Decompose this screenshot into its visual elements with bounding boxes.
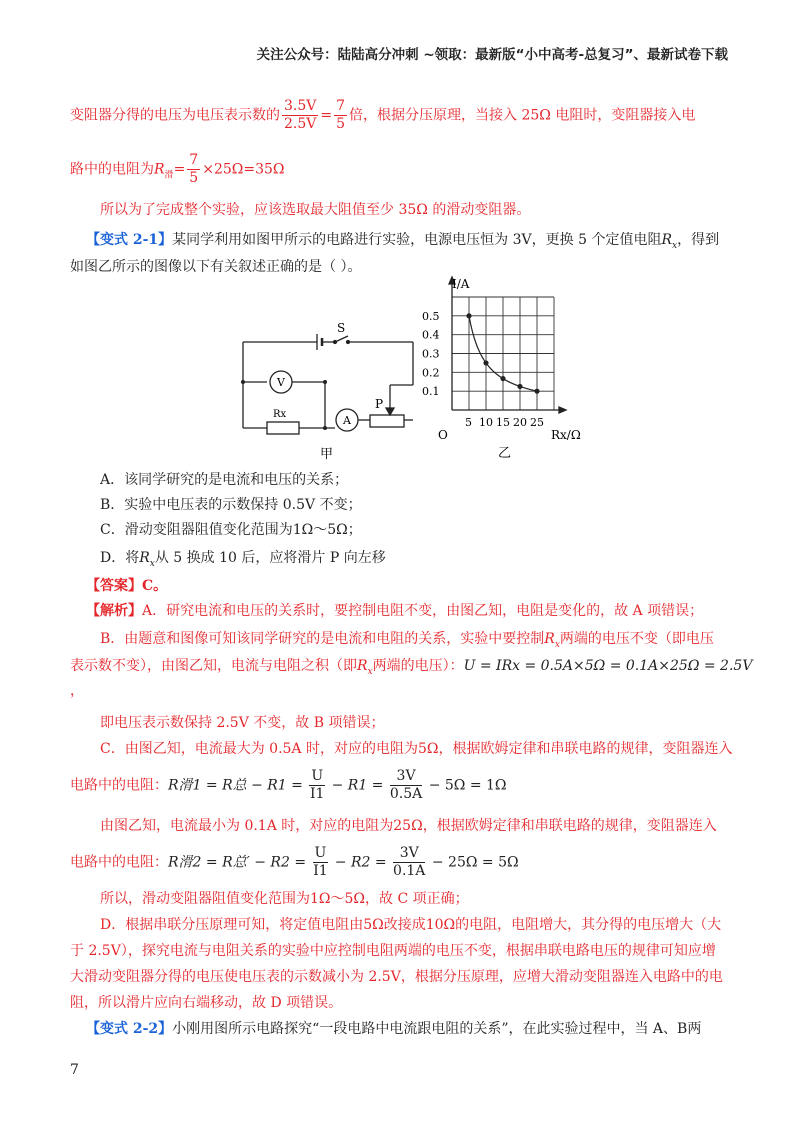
fraction-numerator: 3.5V: [284, 98, 317, 114]
question-2-2: [86, 1018, 730, 1040]
text: 从 5 换成 10 后，应将滑片 P 向左移: [154, 550, 386, 566]
formula: R滑1 = R总 − R1 =: [168, 777, 308, 794]
fraction-denominator: 5: [189, 170, 199, 186]
x-axis-arrow: [559, 407, 566, 413]
data-point: [483, 360, 488, 365]
analysis-b-line2: [70, 655, 753, 683]
resistor-label: Rx: [273, 409, 287, 420]
analysis-c-line3: 由图乙知，电流最小为 0.1A 时，对应的电阻为25Ω，根据欧姆定律和串联电路的规律，变阻器连入: [100, 818, 717, 834]
x-tick-label: 15: [496, 416, 510, 429]
y-axis-label: I/A: [452, 277, 470, 291]
data-point: [500, 376, 505, 381]
analysis-b-line1: [100, 628, 730, 656]
formula: − R1 =: [327, 777, 388, 794]
graph-caption: 乙: [498, 446, 512, 461]
data-point: [466, 313, 471, 318]
data-point: [534, 389, 539, 394]
analysis-d-line2: 于 2.5V），探究电流与电阻关系的实验中应控制电阻两端的电压不变，根据串联电路电压的规律可知应增: [70, 943, 716, 959]
formula: U = IRx = 0.5A×5Ω = 0.1A×25Ω = 2.5V: [463, 658, 753, 674]
analysis-d-line1: D．根据串联分压原理可知，将定值电阻由5Ω改接成10Ω的电阻，电阻增大，其分得的电压增大（大: [100, 917, 722, 933]
fraction-numerator: 3V: [393, 845, 425, 863]
subscript: x: [554, 639, 560, 650]
resistance-symbol: R: [139, 550, 150, 566]
y-tick-label: 0.4: [422, 328, 440, 342]
analysis-c-line1: C．由图乙知，电流最大为 0.5A 时，对应的电阻为5Ω，根据欧姆定律和串联电路的规律，变阻器连入: [100, 741, 733, 757]
page-number: 7: [70, 1062, 79, 1078]
analysis-c-line4: [70, 845, 730, 880]
switch-label: S: [337, 321, 346, 335]
page-header: 关注公众号：陆陆高分冲刺 ~领取：最新版“小中高考-总复习”、最新试卷下载: [256, 47, 728, 63]
text: 两端的电压不变（即电压: [559, 631, 714, 647]
x-tick-label: 25: [530, 416, 544, 429]
voltmeter-label: V: [277, 376, 285, 389]
formula: R滑2 = R总′ − R2 =: [168, 854, 311, 871]
fraction-denominator: I1: [313, 863, 328, 879]
text: D．将: [100, 550, 140, 566]
current-resistance-graph: [420, 275, 600, 465]
resistance-symbol: R: [544, 631, 555, 647]
data-point: [517, 384, 522, 389]
fraction-denominator: I1: [310, 786, 325, 802]
resistance-symbol: R: [357, 658, 368, 674]
x-tick-label: 20: [513, 416, 527, 429]
text: =: [173, 161, 186, 178]
x-tick-label: 10: [479, 416, 493, 429]
fraction-denominator: 0.1A: [393, 863, 426, 879]
text: 路中的电阻为: [70, 161, 154, 178]
x-axis-label: Rx/Ω: [551, 428, 581, 442]
option-b: B．实验中电压表的示数保持 0.5V 不变；: [100, 497, 362, 513]
option-d: [100, 547, 730, 575]
resistance-symbol: R: [661, 232, 672, 248]
fraction-denominator: 2.5V: [284, 116, 317, 132]
text: B．由题意和图像可知该同学研究的是电流和电阻的关系，实验中要控制: [100, 631, 545, 647]
y-tick-label: 0.3: [422, 347, 440, 361]
answer: 【答案】C。: [86, 578, 168, 594]
circuit-diagram: [235, 320, 420, 465]
fraction-numerator: U: [314, 845, 327, 861]
y-tick-label: 0.5: [422, 309, 440, 323]
text: 电路中的电阻：: [70, 777, 168, 794]
x-tick-label: 5: [465, 416, 472, 429]
question-2-1: [86, 229, 730, 257]
question-tag: 【变式 2-2】: [86, 1021, 173, 1037]
text: 两端的电压）：: [372, 658, 464, 674]
fraction-numerator: 7: [336, 98, 346, 114]
analysis-c-line5: 所以，滑动变阻器阻值变化范围为1Ω～5Ω，故 C 项正确；: [100, 891, 469, 907]
analysis-b-line3: 即电压表示数保持 2.5V 不变，故 B 项错误；: [100, 715, 385, 731]
subscript: x: [149, 558, 155, 569]
question-tag: 【变式 2-1】: [86, 232, 173, 248]
subscript: 滑: [164, 170, 174, 181]
solution-line-2: [70, 152, 730, 187]
circuit-caption: 甲: [320, 447, 334, 462]
solution-line-3: 所以为了完成整个实验，应该选取最大阻值至少 35Ω 的滑动变阻器。: [100, 202, 531, 218]
fraction-numerator: U: [311, 768, 324, 784]
analysis-c-line2: [70, 768, 730, 803]
text: 变阻器分得的电压为电压表示数的: [70, 107, 280, 124]
text: 某同学利用如图甲所示的电路进行实验，电源电压恒为 3V，更换 5 个定值电阻: [172, 232, 662, 248]
text: 小刚用图所示电路探究“一段电路中电流跟电阻的关系”，在此实验过程中，当 A、B两: [172, 1021, 702, 1037]
formula: − R2 =: [330, 854, 392, 871]
text: =: [320, 107, 333, 124]
text: 倍，根据分压原理，当接入 25Ω 电阻时，变阻器接入电: [349, 107, 696, 124]
ammeter-label: A: [343, 414, 351, 427]
fraction-denominator: 0.5A: [389, 786, 423, 802]
option-c: C．滑动变阻器阻值变化范围为1Ω～5Ω；: [100, 522, 362, 538]
formula: − 5Ω = 1Ω: [424, 777, 507, 794]
y-tick-label: 0.2: [422, 366, 440, 380]
text: ，得到: [677, 232, 720, 248]
y-tick-label: 0.1: [422, 385, 440, 399]
analysis-d-line3: 大滑动变阻器分得的电压使电压表的示数减小为 2.5V，根据分压原理，应增大滑动变阻器连入电路中的电: [70, 969, 723, 985]
slider-label: P: [375, 397, 384, 411]
solution-line-1: [70, 98, 730, 133]
subscript: x: [672, 240, 678, 251]
resistance-symbol: R: [154, 161, 165, 178]
formula: − 25Ω = 5Ω: [427, 854, 519, 871]
text: ×25Ω=35Ω: [202, 161, 285, 178]
text: A．研究电流和电压的关系时，要控制电阻不变，由图乙知，电阻是变化的，故 A 项错误；: [142, 603, 704, 619]
subscript: x: [367, 666, 373, 677]
text: 电路中的电阻：: [70, 854, 168, 871]
fraction-numerator: 3V: [390, 768, 422, 786]
text: 表示数不变），由图乙知，电流与电阻之积（即: [70, 658, 357, 674]
fraction-denominator: 5: [336, 116, 346, 132]
option-a: A．该同学研究的是电流和电压的关系；: [100, 472, 349, 488]
fraction-numerator: 7: [189, 152, 199, 168]
analysis-a: [86, 600, 730, 622]
origin-label: O: [438, 428, 448, 442]
analysis-d-line4: 阻，所以滑片应向右端移动，故 D 项错误。: [70, 995, 343, 1011]
analysis-tag: 【解析】: [86, 603, 142, 619]
question-2-1-line2: 如图乙所示的图像以下有关叙述正确的是（ ）。: [70, 259, 362, 275]
comma: ，: [70, 683, 84, 699]
